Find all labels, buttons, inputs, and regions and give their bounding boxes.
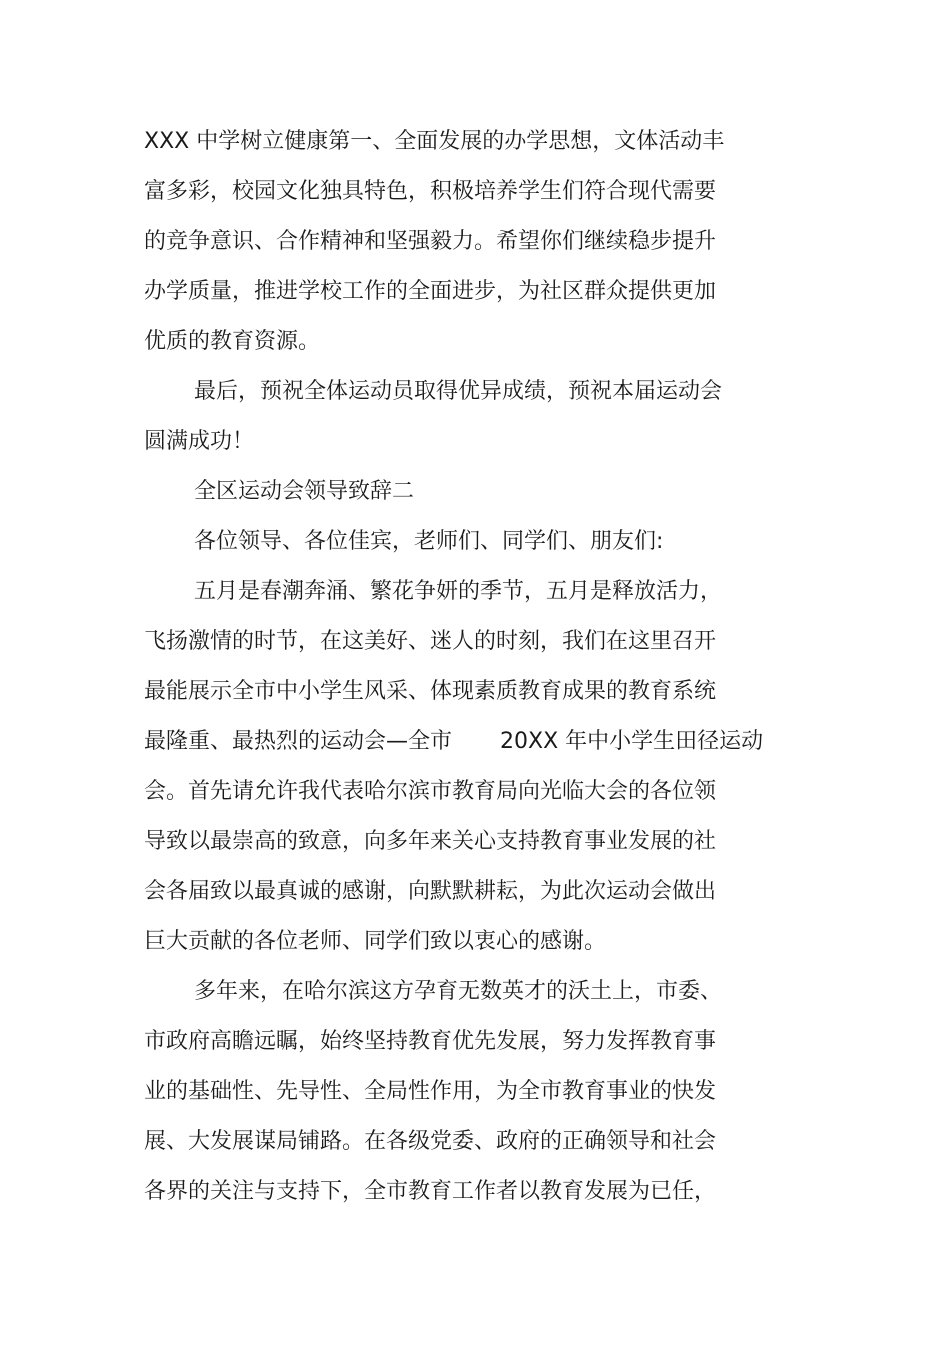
speech-line-4-part-a: 最隆重、最热烈的运动会—全市	[144, 729, 453, 754]
speech-line-12: 展、大发展谋局铺路。在各级党委、政府的正确领导和社会	[144, 1129, 717, 1154]
section-title: 全区运动会领导致辞二	[194, 479, 415, 504]
speech-line-9: 多年来，在哈尔滨这方孕育无数英才的沃土上，市委、	[194, 979, 723, 1004]
text-line-3: 的竞争意识、合作精神和坚强毅力。希望你们继续稳步提升	[144, 229, 717, 254]
speech-line-13: 各界的关注与支持下，全市教育工作者以教育发展为已任，	[144, 1179, 717, 1204]
speech-line-4-part-b: 20XX 年中小学生田径运动	[500, 729, 764, 754]
closing-paragraph-line-1: 最后，预祝全体运动员取得优异成绩，预祝本届运动会	[194, 379, 723, 404]
text-line-4: 办学质量，推进学校工作的全面进步，为社区群众提供更加	[144, 279, 717, 304]
speech-line-8: 巨大贡献的各位老师、同学们致以衷心的感谢。	[144, 929, 607, 954]
speech-line-6: 导致以最崇高的致意，向多年来关心支持教育事业发展的社	[144, 829, 717, 854]
text-line-2: 富多彩，校园文化独具特色，积极培养学生们符合现代需要	[144, 179, 717, 204]
salutation: 各位领导、各位佳宾，老师们、同学们、朋友们:	[194, 529, 664, 554]
closing-paragraph-line-2: 圆满成功！	[144, 429, 255, 454]
text-line-5: 优质的教育资源。	[144, 329, 321, 354]
speech-line-4	[144, 727, 763, 757]
speech-line-5: 会。首先请允许我代表哈尔滨市教育局向光临大会的各位领	[144, 779, 717, 804]
speech-line-7: 会各届致以最真诚的感谢，向默默耕耘，为此次运动会做出	[144, 879, 717, 904]
speech-line-10: 市政府高瞻远瞩，始终坚持教育优先发展，努力发挥教育事	[144, 1029, 717, 1054]
text-line-1: XXX 中学树立健康第一、全面发展的办学思想，文体活动丰	[144, 129, 725, 154]
speech-line-3: 最能展示全市中小学生风采、体现素质教育成果的教育系统	[144, 679, 717, 704]
speech-line-2: 飞扬激情的时节，在这美好、迷人的时刻，我们在这里召开	[144, 629, 717, 654]
speech-line-1: 五月是春潮奔涌、繁花争妍的季节，五月是释放活力，	[194, 579, 723, 604]
speech-line-11: 业的基础性、先导性、全局性作用，为全市教育事业的快发	[144, 1079, 717, 1104]
